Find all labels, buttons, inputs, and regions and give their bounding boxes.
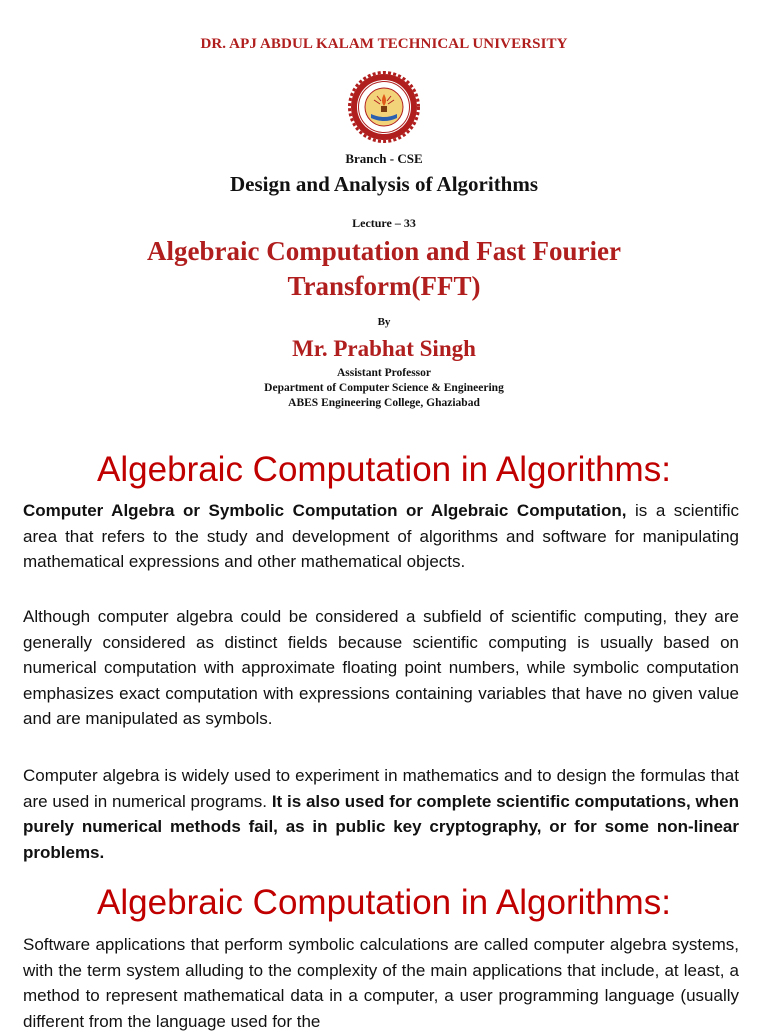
university-seal-icon	[347, 70, 421, 144]
university-name: DR. APJ ABDUL KALAM TECHNICAL UNIVERSITY	[200, 36, 568, 52]
section-heading-2: Algebraic Computation in Algorithms:	[97, 883, 671, 922]
paragraph-1-bold: Computer Algebra or Symbolic Computation or Algebraic Computation,	[23, 501, 627, 520]
lecture-title	[0, 234, 768, 304]
section-heading-1: Algebraic Computation in Algorithms:	[97, 450, 671, 489]
paragraph-4: Software applications that perform symbolic calculations are called computer algebra systems, with the term system alluding to the complexity of the main applications that include, at least, a method to represent mathematical data in a computer, a user programming language (usually different from the language used for the	[23, 935, 739, 1031]
by-label: By	[377, 316, 391, 328]
branch-label: Branch - CSE	[345, 151, 423, 166]
lecture-title-line1: Algebraic Computation and Fast Fourier	[147, 236, 621, 266]
designation: Assistant Professor	[336, 367, 432, 379]
college: ABES Engineering College, Ghaziabad	[288, 397, 480, 409]
lecture-number: Lecture – 33	[352, 216, 416, 230]
lecture-title-line2: Transform(FFT)	[287, 271, 481, 301]
paragraph-3	[23, 763, 739, 865]
paragraph-2: Although computer algebra could be considered a subfield of scientific computing, they are generally considered as distinct fields because scientific computing is usually based on numerical computation with approximate floating point numbers, while symbolic computation emphasizes exact computation with expressions containing variables that have no given value and are manipulated as symbols.	[23, 607, 739, 728]
course-title: Design and Analysis of Algorithms	[229, 172, 539, 196]
paragraph-1	[23, 498, 739, 575]
department: Department of Computer Science & Engineering	[264, 382, 504, 394]
author-affiliation	[0, 366, 768, 411]
author-name: Mr. Prabhat Singh	[292, 336, 476, 361]
paragraph-3-text: Computer algebra is widely used to experiment in mathematics and to design the formulas that are used in numerical programs.	[23, 766, 739, 811]
paragraph-1-text: is a scientific area that refers to the study and development of algorithms and software for manipulating mathematical expressions and other mathematical objects.	[23, 501, 739, 571]
paragraph-3-bold: It is also used for complete scientific computations, when purely numerical methods fail, as in public key cryptography, or for some non-linear problems.	[23, 791, 739, 862]
